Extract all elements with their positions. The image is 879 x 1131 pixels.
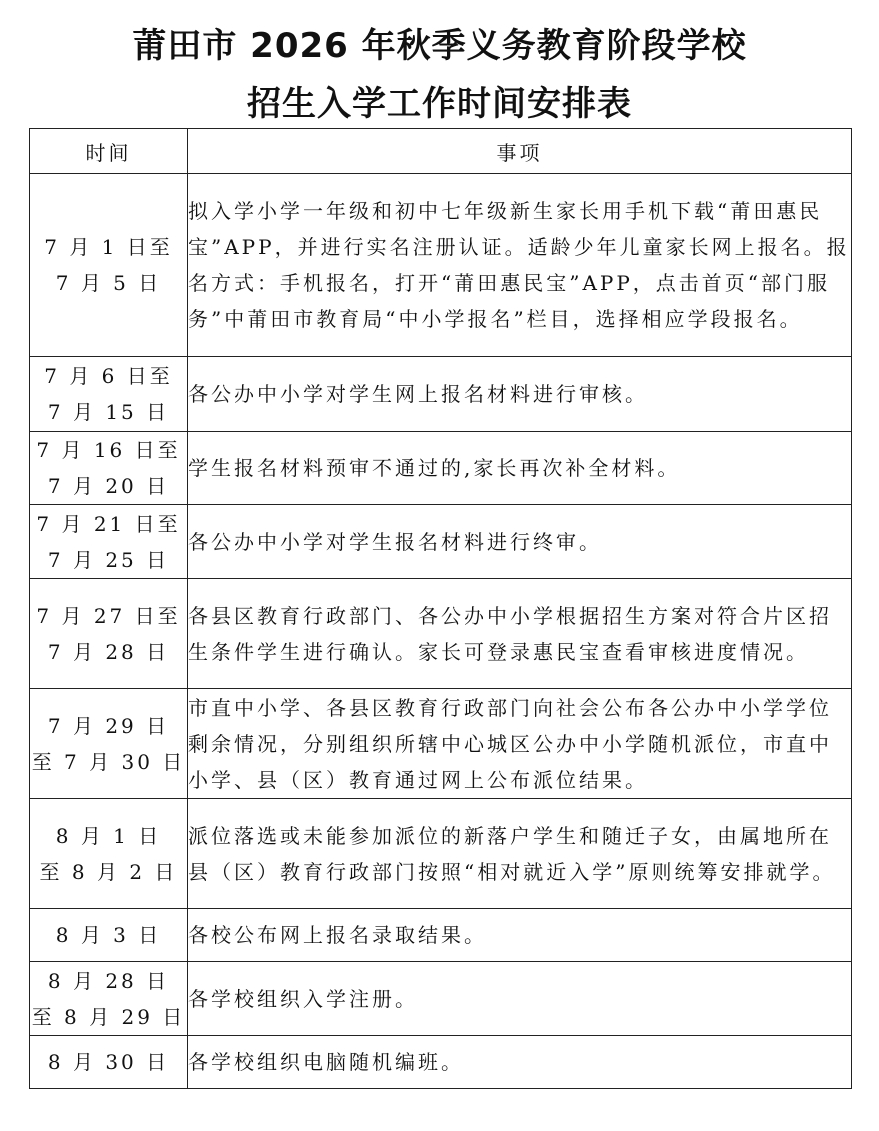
time-line: 7 月 20 日 [47,474,170,498]
time-line: 8 月 3 日 [55,923,162,947]
document-title-line-1: 莆田市 2026 年秋季义务教育阶段学校 [132,26,747,66]
document-title-line-2: 招生入学工作时间安排表 [247,84,632,124]
time-line: 7 月 5 日 [55,271,162,295]
table-row [30,174,852,357]
time-line: 至 8 月 2 日 [39,859,178,884]
time-line: 7 月 16 日至 [36,438,181,462]
item-cell: 派位落选或未能参加派位的新落户学生和随迁子女，由属地所在县（区）教育行政部门按照“相对就近入学”原则统筹安排就学。 [188,799,852,909]
table-row [30,909,852,962]
time-cell [30,689,188,799]
item-cell: 市直中小学、各县区教育行政部门向社会公布各公办中小学学位剩余情况，分别组织所辖中心城区公办中小学随机派位，市直中小学、县（区）教育通过网上公布派位结果。 [188,689,852,799]
table-row [30,962,852,1036]
time-cell [30,432,188,505]
time-cell [30,174,188,357]
time-cell [30,909,188,962]
table-row [30,357,852,432]
time-line: 7 月 15 日 [47,400,170,424]
column-header-item: 事项 [188,129,852,174]
column-header-time: 时间 [30,129,188,174]
schedule-table [29,128,852,1089]
item-cell: 各县区教育行政部门、各公办中小学根据招生方案对符合片区招生条件学生进行确认。家长可登录惠民宝查看审核进度情况。 [188,579,852,689]
time-line: 8 月 30 日 [47,1050,170,1074]
time-line: 8 月 1 日 [55,823,162,848]
time-cell [30,357,188,432]
time-line: 7 月 28 日 [47,639,170,664]
table-row [30,689,852,799]
item-cell: 拟入学小学一年级和初中七年级新生家长用手机下载“莆田惠民宝”APP，并进行实名注册认证。适龄少年儿童家长网上报名。报名方式：手机报名，打开“莆田惠民宝”APP，点击首页“部门服务”中莆田市教育局“中小学报名”栏目，选择相应学段报名。 [188,174,852,357]
item-cell: 各公办中小学对学生报名材料进行终审。 [188,505,852,579]
item-cell: 各学校组织电脑随机编班。 [188,1036,852,1089]
time-line: 8 月 28 日 [47,968,170,993]
time-cell [30,962,188,1036]
time-cell [30,1036,188,1089]
item-cell: 各学校组织入学注册。 [188,962,852,1036]
table-header-row [30,129,852,174]
time-cell [30,579,188,689]
item-cell: 各公办中小学对学生网上报名材料进行审核。 [188,357,852,432]
time-line: 7 月 29 日 [47,713,170,738]
time-line: 7 月 25 日 [47,547,170,572]
item-cell: 学生报名材料预审不通过的,家长再次补全材料。 [188,432,852,505]
table-row [30,432,852,505]
time-cell [30,505,188,579]
time-line: 7 月 21 日至 [36,511,181,536]
time-cell [30,799,188,909]
table-row [30,579,852,689]
time-line: 至 7 月 30 日 [31,749,186,774]
table-row [30,799,852,909]
item-cell: 各校公布网上报名录取结果。 [188,909,852,962]
time-line: 7 月 27 日至 [36,603,181,628]
time-line: 至 8 月 29 日 [31,1004,186,1029]
table-row [30,1036,852,1089]
time-line: 7 月 6 日至 [44,364,173,388]
table-row [30,505,852,579]
time-line: 7 月 1 日至 [44,235,173,259]
